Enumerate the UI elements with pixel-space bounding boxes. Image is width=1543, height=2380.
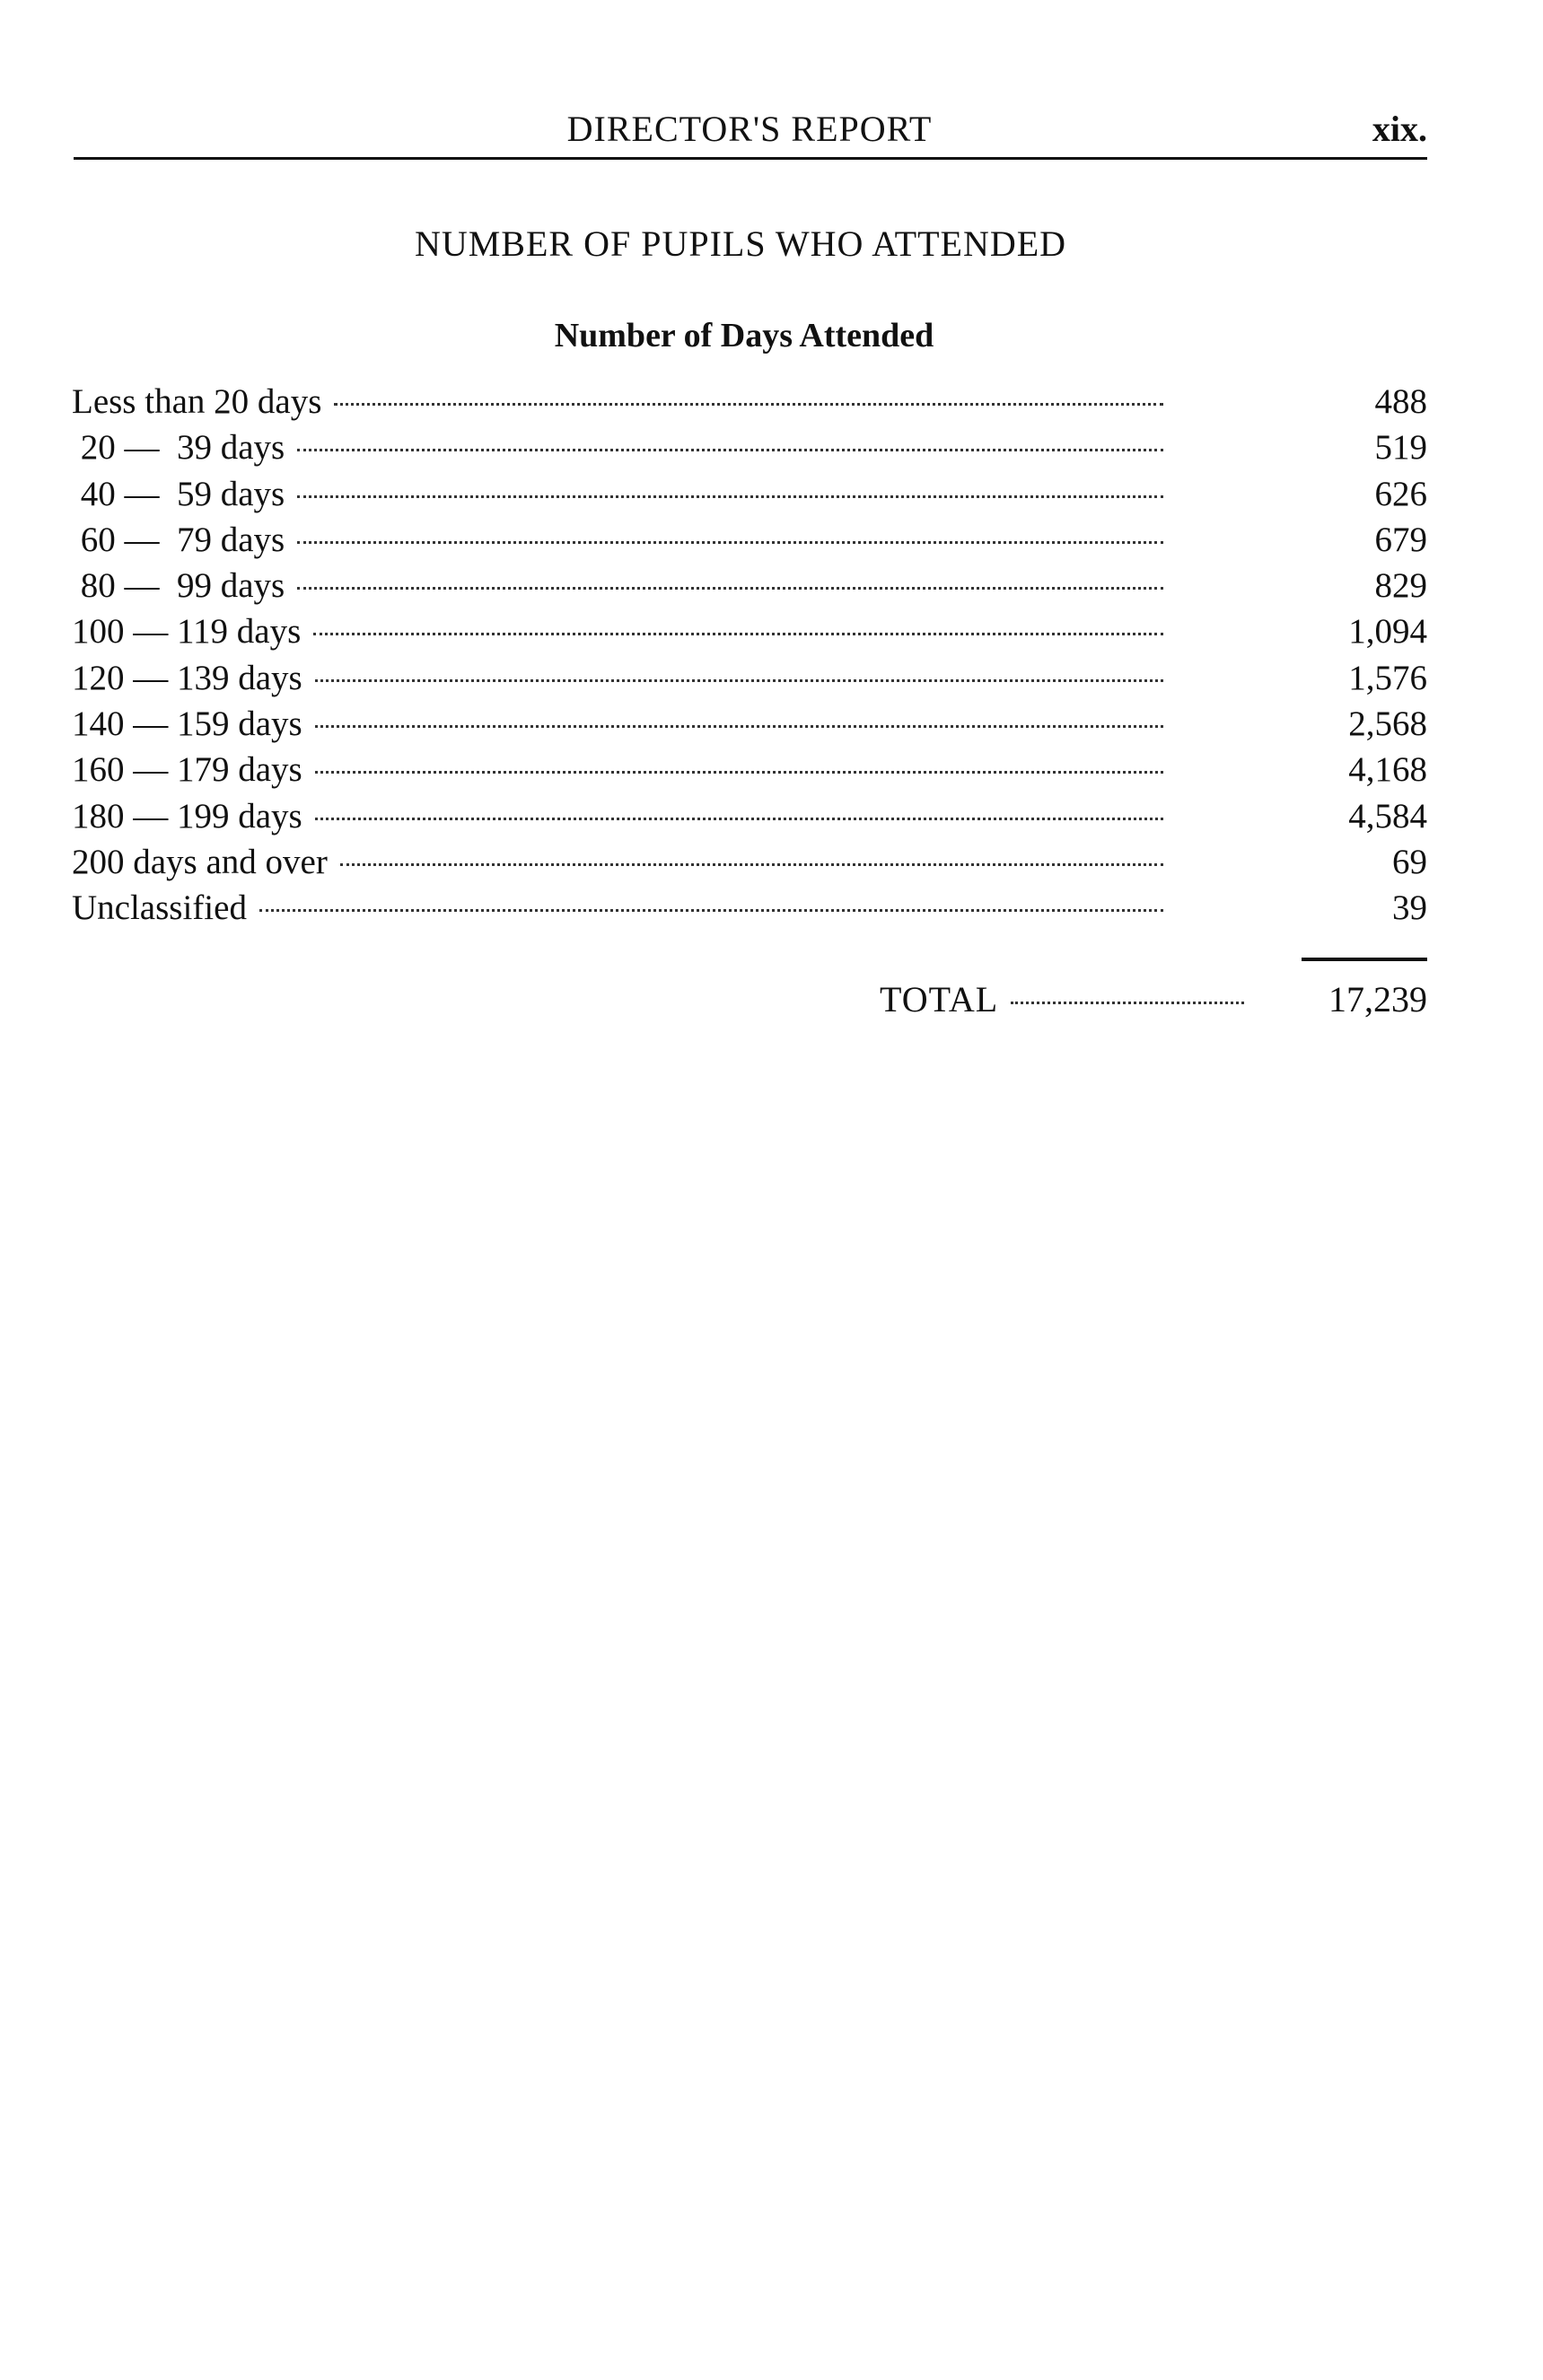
row-label: 40 — 59 days bbox=[72, 474, 285, 513]
row-label: 180 — 199 days bbox=[72, 796, 302, 836]
table-row bbox=[72, 796, 1427, 842]
table-row bbox=[72, 381, 1427, 427]
section-title: NUMBER OF PUPILS WHO ATTENDED bbox=[414, 223, 1067, 264]
table-row bbox=[72, 474, 1427, 520]
row-value: 2,568 bbox=[1348, 704, 1427, 744]
row-label: Less than 20 days bbox=[72, 382, 322, 421]
dot-leader bbox=[315, 725, 1163, 728]
dot-leader bbox=[340, 863, 1163, 866]
row-value: 1,094 bbox=[1348, 612, 1427, 652]
attendance-table bbox=[72, 381, 1427, 934]
row-label: Unclassified bbox=[72, 888, 247, 928]
row-label: 120 — 139 days bbox=[72, 658, 302, 697]
table-row bbox=[72, 658, 1427, 704]
table-row bbox=[72, 749, 1427, 795]
total-rule bbox=[1302, 958, 1427, 961]
row-value: 829 bbox=[1374, 566, 1427, 606]
dot-leader bbox=[315, 679, 1163, 682]
row-value: 519 bbox=[1374, 428, 1427, 468]
row-value: 69 bbox=[1392, 842, 1427, 881]
header-rule bbox=[74, 157, 1427, 160]
row-value: 39 bbox=[1392, 888, 1427, 928]
table-row bbox=[72, 565, 1427, 611]
row-label: 200 days and over bbox=[72, 842, 328, 881]
row-label: 20 — 39 days bbox=[72, 428, 285, 468]
row-value: 488 bbox=[1374, 382, 1427, 421]
running-head bbox=[72, 108, 1427, 158]
table-row bbox=[72, 704, 1427, 749]
total-row bbox=[880, 978, 1427, 1020]
row-label: 100 — 119 days bbox=[72, 612, 302, 652]
row-label: 140 — 159 days bbox=[72, 704, 302, 744]
dot-leader bbox=[334, 403, 1163, 406]
row-value: 4,584 bbox=[1348, 796, 1427, 836]
row-value: 626 bbox=[1374, 474, 1427, 513]
dot-leader bbox=[297, 541, 1163, 544]
row-value: 1,576 bbox=[1348, 658, 1427, 697]
dot-leader bbox=[1011, 1002, 1244, 1004]
row-label: 80 — 99 days bbox=[72, 566, 285, 606]
section-subtitle: Number of Days Attended bbox=[554, 317, 934, 354]
total-value: 17,239 bbox=[1328, 979, 1427, 1019]
table-row bbox=[72, 842, 1427, 888]
dot-leader bbox=[259, 909, 1163, 912]
dot-leader bbox=[315, 818, 1163, 820]
row-label: 60 — 79 days bbox=[72, 520, 285, 559]
dot-leader bbox=[297, 449, 1163, 451]
dot-leader bbox=[313, 633, 1163, 635]
dot-leader bbox=[315, 771, 1163, 774]
table-row bbox=[72, 520, 1427, 565]
row-value: 679 bbox=[1374, 520, 1427, 559]
table-row bbox=[72, 611, 1427, 657]
row-label: 160 — 179 days bbox=[72, 750, 302, 790]
table-row bbox=[72, 888, 1427, 933]
running-title: DIRECTOR'S REPORT bbox=[566, 109, 933, 149]
table-row bbox=[72, 427, 1427, 473]
page-number: xix. bbox=[1372, 109, 1427, 149]
total-label: TOTAL bbox=[880, 979, 999, 1019]
dot-leader bbox=[297, 495, 1163, 498]
dot-leader bbox=[297, 587, 1163, 590]
row-value: 4,168 bbox=[1348, 750, 1427, 790]
